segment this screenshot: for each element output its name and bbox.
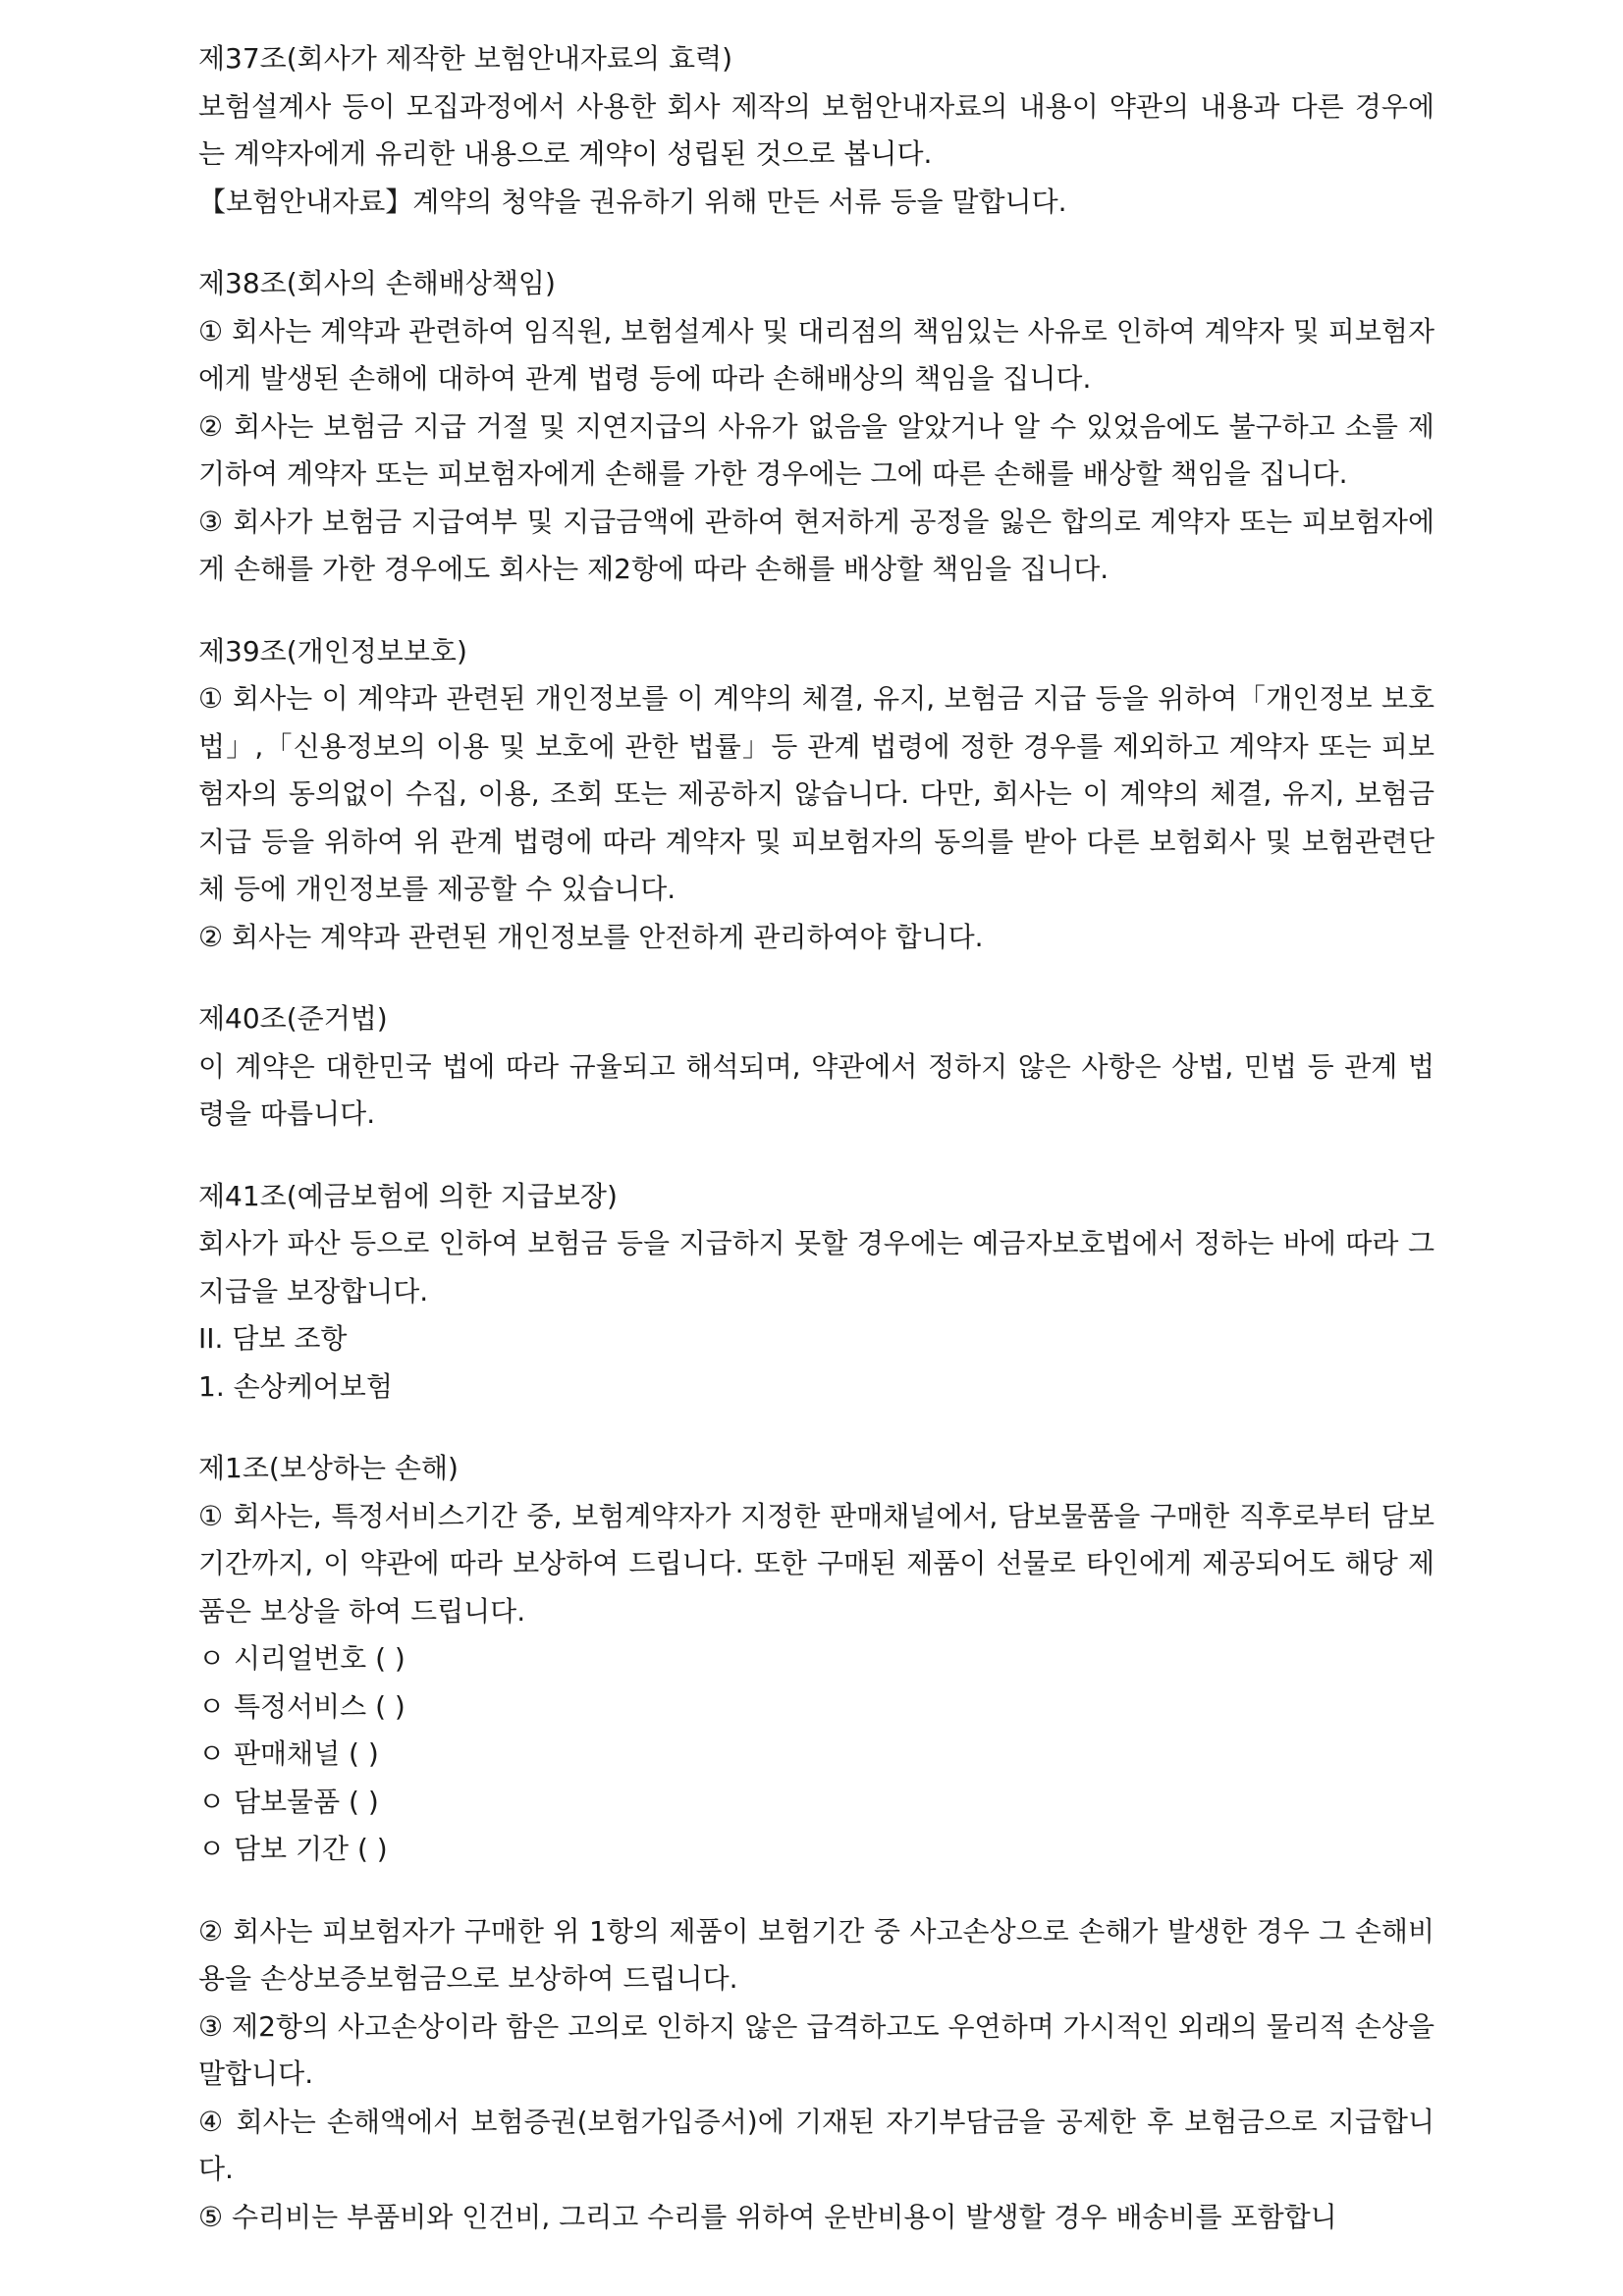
coverage-article-1-clause-3: ③ 제2항의 사고손상이라 함은 고의로 인하지 않은 급격하고도 우연하며 가시적인 외래의 물리적 손상을 말합니다. (198, 2009, 1434, 2090)
bullet-covered-item: ㅇ 담보물품 ( ) (198, 1785, 379, 1818)
article-40-title: 제40조(준거법) (198, 1002, 388, 1035)
article-40 (198, 995, 1434, 1139)
article-41-paragraph: 회사가 파산 등으로 인하여 보험금 등을 지급하지 못할 경우에는 예금자보호법에서 정하는 바에 따라 그 지급을 보장합니다. (198, 1227, 1434, 1308)
coverage-article-1-title: 제1조(보상하는 손해) (198, 1452, 459, 1484)
bullet-sales-channel: ㅇ 판매채널 ( ) (198, 1737, 379, 1770)
article-39-title: 제39조(개인정보보호) (198, 634, 467, 667)
article-39 (198, 628, 1434, 962)
coverage-article-1-clause-5: ⑤ 수리비는 부품비와 인건비, 그리고 수리를 위하여 운반비용이 발생할 경우 배송비를 포함합니 (198, 2200, 1337, 2233)
article-39-clause-2: ② 회사는 계약과 관련된 개인정보를 안전하게 관리하여야 합니다. (198, 920, 984, 953)
bullet-serial-number: ㅇ 시리얼번호 ( ) (198, 1642, 406, 1675)
bullet-special-service: ㅇ 특정서비스 ( ) (198, 1689, 406, 1723)
subpart-heading: 1. 손상케어보험 (198, 1369, 393, 1403)
article-37-title: 제37조(회사가 제작한 보험안내자료의 효력) (198, 42, 732, 75)
coverage-article-1 (198, 1445, 1434, 2241)
article-40-paragraph: 이 계약은 대한민국 법에 따라 규율되고 해석되며, 약관에서 정하지 않은 사항은 상법, 민법 등 관계 법령을 따릅니다. (198, 1049, 1434, 1130)
article-38 (198, 260, 1434, 594)
coverage-article-1-clause-2: ② 회사는 피보험자가 구매한 위 1항의 제품이 보험기간 중 사고손상으로 손해가 발생한 경우 그 손해비용을 손상보증보험금으로 보상하여 드립니다. (198, 1914, 1434, 1995)
article-37 (198, 35, 1434, 226)
article-41-title: 제41조(예금보험에 의한 지급보장) (198, 1179, 618, 1212)
article-38-title: 제38조(회사의 손해배상책임) (198, 267, 556, 299)
article-37-paragraph: 보험설계사 등이 모집과정에서 사용한 회사 제작의 보험안내자료의 내용이 약관의 내용과 다른 경우에는 계약자에게 유리한 내용으로 계약이 성립된 것으로 봅니다. (198, 89, 1434, 170)
article-37-note: 【보험안내자료】계약의 청약을 권유하기 위해 만든 서류 등을 말합니다. (198, 185, 1067, 218)
article-39-clause-1: ① 회사는 이 계약과 관련된 개인정보를 이 계약의 체결, 유지, 보험금 지급 등을 위하여「개인정보 보호법」,「신용정보의 이용 및 보호에 관한 법률」등 관계 법령에 정한 경우를 제외하고 계약자 또는 피보험자의 동의없이 수집, 이용, 조회 또는 제공하지 않습니다. 다만, 회사는 이 계약의 체결, 유지, 보험금 지급 등을 위하여 위 관계 법령에 따라 계약자 및 피보험자의 동의를 받아 다른 보험회사 및 보험관련단체 등에 개인정보를 제공할 수 있습니다. (198, 682, 1434, 905)
article-38-clause-3: ③ 회사가 보험금 지급여부 및 지급금액에 관하여 현저하게 공정을 잃은 합의로 계약자 또는 피보험자에게 손해를 가한 경우에도 회사는 제2항에 따라 손해를 배상할 책임을 집니다. (198, 505, 1434, 585)
part-heading: II. 담보 조항 (198, 1322, 348, 1355)
article-41 (198, 1173, 1434, 1412)
article-38-clause-1: ① 회사는 계약과 관련하여 임직원, 보험설계사 및 대리점의 책임있는 사유로 인하여 계약자 및 피보험자에게 발생된 손해에 대하여 관계 법령 등에 따라 손해배상의 책임을 집니다. (198, 314, 1434, 395)
spacer (198, 1874, 1434, 1908)
coverage-article-1-clause-4: ④ 회사는 손해액에서 보험증권(보험가입증서)에 기재된 자기부담금을 공제한 후 보험금으로 지급합니다. (198, 2105, 1434, 2185)
bullet-coverage-period: ㅇ 담보 기간 ( ) (198, 1833, 388, 1865)
article-38-clause-2: ② 회사는 보험금 지급 거절 및 지연지급의 사유가 없음을 알았거나 알 수 있었음에도 불구하고 소를 제기하여 계약자 또는 피보험자에게 손해를 가한 경우에는 그에 따른 손해를 배상할 책임을 집니다. (198, 409, 1434, 490)
coverage-article-1-clause-1: ① 회사는, 특정서비스기간 중, 보험계약자가 지정한 판매채널에서, 담보물품을 구매한 직후로부터 담보기간까지, 이 약관에 따라 보상하여 드립니다. 또한 구매된 제품이 선물로 타인에게 제공되어도 해당 제품은 보상을 하여 드립니다. (198, 1499, 1434, 1628)
